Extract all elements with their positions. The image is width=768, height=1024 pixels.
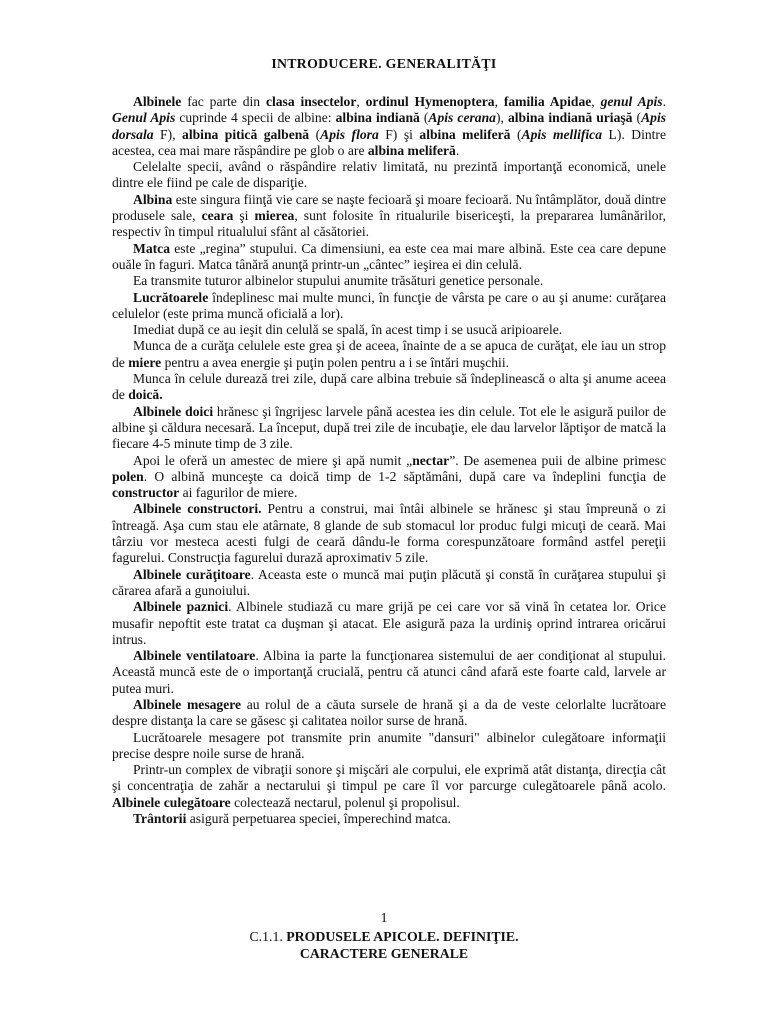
bold-term: Trântorii <box>133 811 187 827</box>
paragraph <box>112 273 666 289</box>
bold-term: Albinele ventilatoare <box>133 648 256 664</box>
bold-term: albina meliferă <box>367 142 456 158</box>
bold-term: Lucrătoarele <box>133 289 209 305</box>
bold-term: Albina <box>133 191 173 207</box>
text-run: F), <box>153 126 183 142</box>
paragraph <box>112 94 666 159</box>
text-run: hrănesc şi îngrijesc larvele până acestea ies din celule. Tot ele le asigură puilor de albine şi căldura necesară. La început, după trei zile de incubaţie, ele dau larvelor lăptişor de matcă la fiecare 4-5 minute timp de 3 zile. <box>112 403 666 452</box>
text-run: ), <box>495 110 508 126</box>
paragraph <box>112 192 666 241</box>
text-run: au rolul de a căuta sursele de hrană şi a da de veste celorlalte lucrătoare despre distanţa la care se găsesc şi calitatea noilor surse de hrană. <box>112 696 666 729</box>
bold-term: nectar <box>412 452 450 468</box>
bold-term: Matca <box>133 240 170 256</box>
bold-term: Apis mellifica <box>521 126 603 142</box>
text-run: . <box>455 142 460 158</box>
bold-term: mierea <box>254 208 295 224</box>
text-run: colectează nectarul, polenul şi propolisul. <box>230 794 460 810</box>
text-run: îndeplinesc mai multe munci, în funcţie de vârsta pe care o au şi anume: curăţarea celulelor (este prima muncă oficială a lor). <box>112 289 666 321</box>
paragraph <box>112 290 666 323</box>
text-run: , <box>356 94 366 109</box>
paragraph <box>112 697 666 730</box>
paragraph <box>112 811 666 827</box>
section-title: PRODUSELE APICOLE. DEFINIŢIE. <box>286 929 519 944</box>
bold-term: albina meliferă <box>419 126 511 142</box>
text-run: şi <box>233 208 255 224</box>
text-run: ( <box>632 110 642 126</box>
next-section-line-1 <box>0 928 768 945</box>
bold-term: Apis flora <box>320 126 379 142</box>
bold-term: Albinele doici <box>133 403 214 419</box>
body-text <box>112 94 666 827</box>
bold-term: genul Apis <box>600 94 663 109</box>
section-subtitle: CARACTERE GENERALE <box>299 946 469 961</box>
text-run: . Albina ia parte la funcţionarea sistemului de aer condiţionat al stupului. Această muncă este de o importanţă crucială, pentru că atunci când afară este foarte cald, larvele ar putea muri. <box>112 648 667 696</box>
text-run: fac parte din <box>181 94 266 109</box>
text-run: , <box>494 94 504 109</box>
bold-term: Apis dorsala <box>112 110 667 142</box>
text-run: , <box>591 94 601 109</box>
text-run: ( <box>309 126 321 142</box>
text-run: Ea transmite tuturor albinelor stupului anumite trăsături genetice personale. <box>133 273 544 289</box>
page-number: 1 <box>380 910 388 925</box>
text-run: Imediat după ce au ieşit din celulă se spală, în acest timp i se usucă aripioarele. <box>133 322 563 338</box>
page-title: INTRODUCERE. GENERALITĂŢI <box>271 56 497 71</box>
section-number: C.1.1. <box>249 929 287 944</box>
text-run: este singura fiinţă vie care se naşte fecioară şi moare fecioară. Nu întâmplător, două dintre produsele sale, <box>112 191 666 224</box>
paragraph <box>112 599 666 648</box>
bold-term: albina pitică galbenă <box>182 126 310 142</box>
text-run: . <box>662 94 666 109</box>
bold-term: Apis cerana <box>428 110 496 126</box>
next-section-heading <box>0 928 768 962</box>
text-run: L). Dintre acestea, cea mai mare răspândire pe glob o are <box>112 126 666 158</box>
paragraph <box>112 730 666 763</box>
text-run: cuprinde 4 specii de albine: <box>175 110 336 126</box>
text-run: , sunt folosite în ritualurile bisericeşti, la prepararea lumânărilor, respectiv în timpul ritualului sfânt al căsătoriei. <box>112 208 666 240</box>
text-run: Printr-un complex de vibraţii sonore şi mişcări ale corpului, ele exprimă atât distanţa, direcţia cât şi concentraţia de zahăr a nectarului şi timpul pe care îl vor parcurge culegătoarele până acolo. <box>112 762 666 794</box>
text-run: . Aceasta este o muncă mai puţin plăcută şi constă în curăţarea stupului şi cărarea afară a gunoiului. <box>112 566 666 598</box>
bold-term: ordinul Hymenoptera <box>365 94 495 109</box>
paragraph <box>112 404 666 453</box>
bold-term: constructor <box>112 485 180 501</box>
paragraph <box>112 371 666 404</box>
next-section-line-2 <box>0 945 768 962</box>
bold-term: Albinele culegătoare <box>112 794 231 810</box>
paragraph <box>112 453 666 502</box>
bold-term: polen <box>112 468 144 484</box>
text-run: Apoi le oferă un amestec de miere şi apă numit „ <box>133 452 413 468</box>
text-run: Munca în celule durează trei zile, după care albina trebuie să îndeplinească o alta şi anume aceea de <box>112 371 666 403</box>
text-run: . O albină munceşte ca doică timp de 1-2 săptămâni, după care va îndeplini funcţia de <box>143 468 666 484</box>
bold-term: ceara <box>201 208 234 224</box>
bold-term: albina indiană <box>335 110 420 126</box>
bold-term: Genul Apis <box>112 110 176 126</box>
paragraph <box>112 322 666 338</box>
paragraph <box>112 501 666 566</box>
bold-term: clasa insectelor <box>265 94 357 109</box>
text-run: asigură perpetuarea speciei, împerechind matca. <box>186 811 451 827</box>
bold-term: doică. <box>128 387 163 403</box>
text-run: ai fagurilor de miere. <box>179 485 298 501</box>
bold-term: Albinele mesagere <box>133 696 242 712</box>
bold-term: miere <box>128 354 162 370</box>
bold-term: familia Apidae <box>503 94 592 109</box>
text-run: ( <box>510 126 522 142</box>
bold-term: Albinele curăţitoare <box>133 566 251 582</box>
paragraph <box>112 338 666 371</box>
paragraph <box>112 159 666 192</box>
bold-term: Albinele paznici <box>133 599 229 615</box>
bold-term: albina indiană uriaşă <box>507 110 633 126</box>
paragraph <box>112 762 666 811</box>
text-run: pentru a avea energie şi puţin polen pentru a i se întări muşchii. <box>161 354 509 370</box>
bold-term: Albinele <box>133 94 182 109</box>
paragraph <box>112 241 666 274</box>
bold-term: Albinele constructori. <box>133 501 262 517</box>
text-run: ( <box>419 110 429 126</box>
text-run: Pentru a construi, mai întâi albinele se hrănesc şi stau împreună o zi întreagă. Aşa cum stau ele atârnate, 8 glande de sub stomacul lor produc fulgi micuţi de ceară. Mai târziu vor mesteca acesti fulgi de ceară dându-le forma corespunzătoare formând astfel pereţii fagurelui. Construcţia fagurelui durază aproximativ 5 zile. <box>112 501 666 566</box>
text-run: F) şi <box>378 126 420 142</box>
text-run: Lucrătoarele mesagere pot transmite prin anumite "dansuri" albinelor culegătoare informaţii precise despre noile surse de hrană. <box>112 729 666 761</box>
paragraph <box>112 648 666 697</box>
text-run: Celelalte specii, având o răspândire relativ limitată, nu prezintă importanţă economică, unele dintre ele fiind pe cale de dispariţie. <box>112 159 666 191</box>
text-run: . Albinele studiază cu mare grijă pe cei care vor să vină în cetatea lor. Orice musafir nepoftit este tratat ca duşman şi atacat. Ele asigură paza la urdiniş oprind intrarea oricărui intrus. <box>112 599 666 647</box>
text-run: este „regina” stupului. Ca dimensiuni, ea este cea mai mare albină. Este cea care depune ouăle în faguri. Matca tânără anunţă printr-un „cântec” ieşirea ei din celulă. <box>112 240 666 272</box>
paragraph <box>112 567 666 600</box>
text-run: Munca de a curăţa celulele este grea şi de aceea, înainte de a se apuca de curăţat, ele iau un strop de <box>112 338 666 370</box>
text-run: ”. De asemenea puii de albine primesc <box>449 452 666 468</box>
